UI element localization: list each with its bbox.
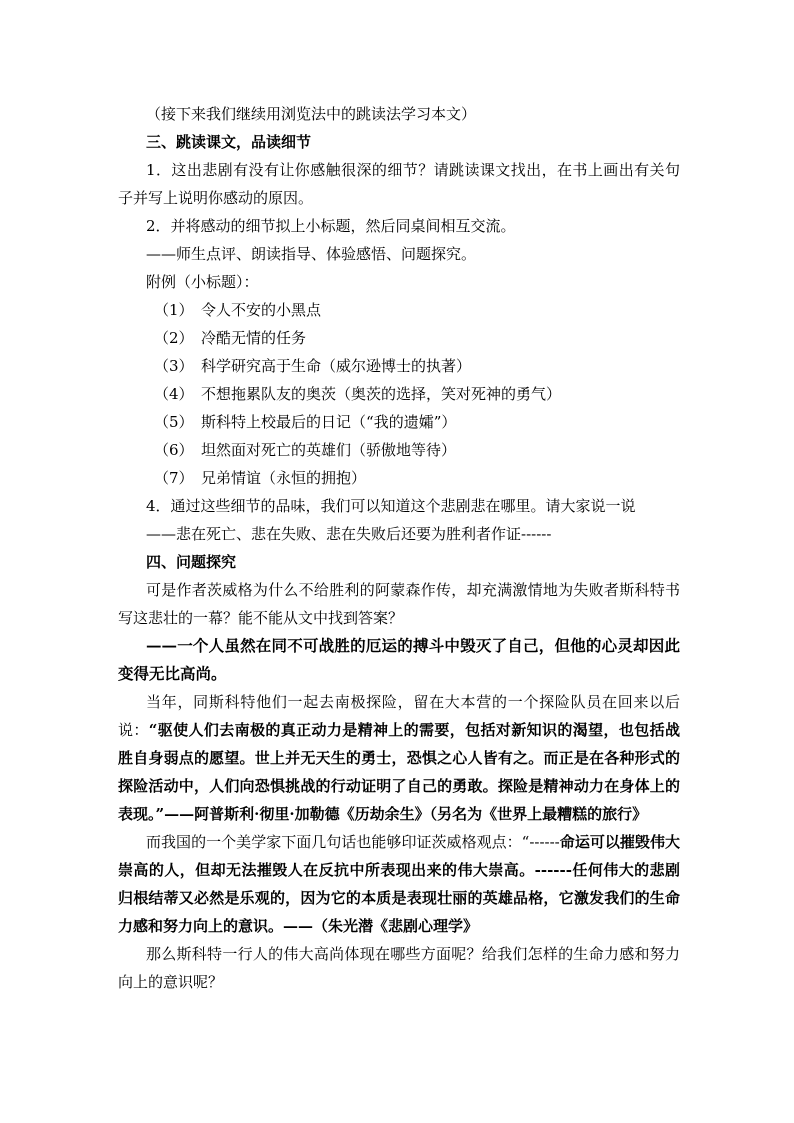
question-1: 1．这出悲剧有没有让你感触很深的细节？请跳读课文找出，在书上画出有关句子并写上说明你感动的原因。 xyxy=(118,161,680,207)
list-item: （1） 令人不安的小黑点 xyxy=(154,301,322,319)
expedition-member-quote xyxy=(118,688,680,828)
intro-note: （接下来我们继续用浏览法中的跳读法学习本文） xyxy=(146,105,477,123)
document-page xyxy=(118,100,680,996)
quote-lead-in: 当年，同斯科特他们一起去南极探险，留在大本营的一个探险队员在回来以后说： xyxy=(118,693,680,739)
inquiry-answer: ——一个人虽然在同不可战胜的厄运的搏斗中毁灭了自己，但他的心灵却因此变得无比高尚。 xyxy=(118,636,680,683)
quote-text: 命运可以摧毁伟大崇高的人，但却无法摧毁人在反抗中所表现出来的伟大崇高。------任何伟大的悲剧归根结蒂又必然是乐观的，因为它的本质是表现壮丽的英雄品格，它激发我们的生命力感和努力向上的意识。——（朱光潜《悲剧心理学》 xyxy=(118,833,680,935)
quote-lead-in: 而我国的一个美学家下面几句话也能够印证茨威格观点：“------ xyxy=(146,833,560,851)
list-item: （6） 坦然面对死亡的英雄们（骄傲地等待） xyxy=(154,441,457,459)
list-item: （3） 科学研究高于生命（威尔逊博士的执著） xyxy=(154,357,472,375)
list-item: （7） 兄弟情谊（永恒的拥抱） xyxy=(154,469,367,487)
section-heading-skim-reading: 三、跳读课文，品读细节 xyxy=(146,133,312,151)
question-4: 4．通过这些细节的品味，我们可以知道这个悲剧悲在哪里。请大家说一说 xyxy=(146,497,636,515)
list-item: （5） 斯科特上校最后的日记（“我的遗孀”） xyxy=(154,413,457,431)
subtitle-example-list xyxy=(118,296,680,492)
question-2: 2．并将感动的细节拟上小标题，然后同桌间相互交流。 xyxy=(146,217,516,235)
method-note: ——师生点评、朗读指导、体验感悟、问题探究。 xyxy=(146,245,477,263)
section-heading-inquiry: 四、问题探究 xyxy=(146,553,237,571)
list-item: （4） 不想拖累队友的奥茨（奥茨的选择，笑对死神的勇气） xyxy=(154,385,562,403)
question-4-answer: ——悲在死亡、悲在失败、悲在失败后还要为胜利者作证------ xyxy=(146,525,552,543)
closing-question: 那么斯科特一行人的伟大高尚体现在哪些方面呢？给我们怎样的生命力感和努力向上的意识呢？ xyxy=(118,945,680,991)
aesthetician-quote xyxy=(118,828,680,940)
example-label: 附例（小标题）： xyxy=(146,273,259,291)
quote-text: “驱使人们去南极的真正动力是精神上的需要，包括对新知识的渴望，也包括战胜自身弱点的愿望。世上并无天生的勇士，恐惧之心人皆有之。而正是在各种形式的探险活动中，人们向恐惧挑战的行动证明了自己的勇敢。探险是精神动力在身体上的表现。”——阿普斯利·彻里·加勒德《历劫余生》（另名为《世界上最糟糕的旅行》 xyxy=(118,721,680,823)
list-item: （2） 冷酷无情的任务 xyxy=(154,329,307,347)
inquiry-question: 可是作者茨威格为什么不给胜利的阿蒙森作传，却充满激情地为失败者斯科特书写这悲壮的一幕？能不能从文中找到答案？ xyxy=(118,581,680,627)
